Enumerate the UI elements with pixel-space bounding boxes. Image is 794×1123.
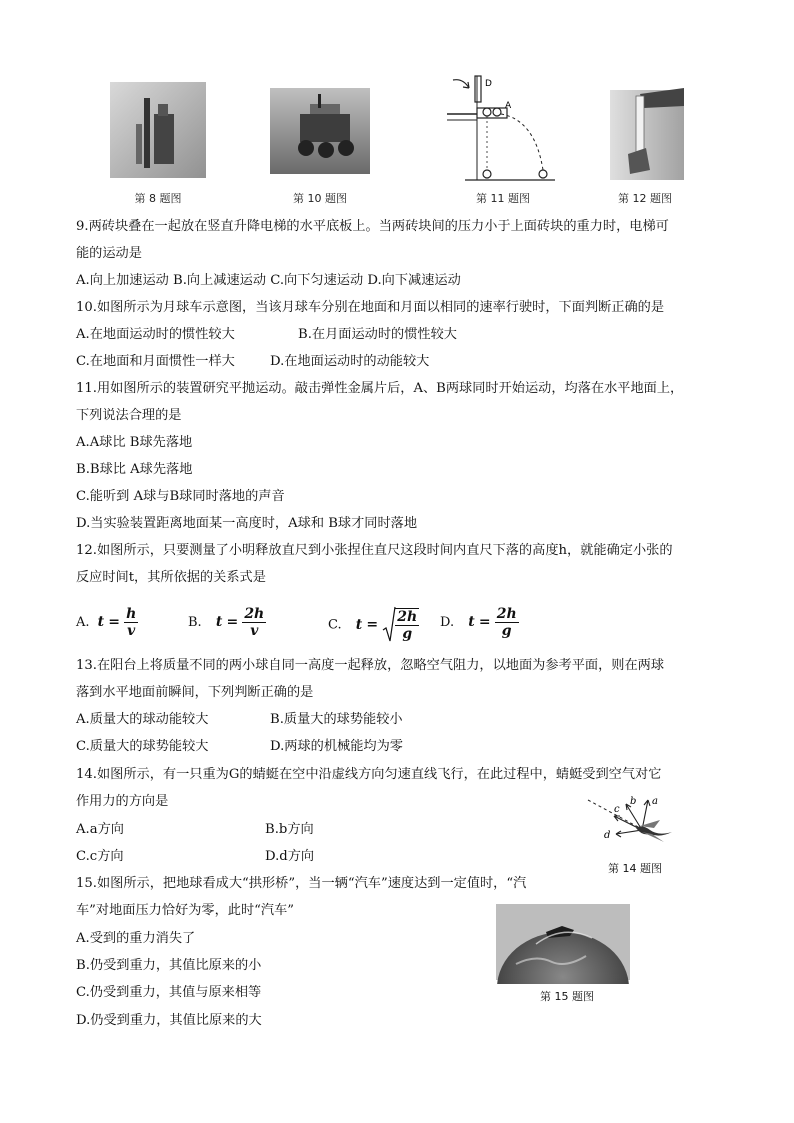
q12-c-t: t bbox=[355, 616, 363, 633]
q12-option-a-label: A. bbox=[76, 615, 90, 630]
q12-d-denominator: g bbox=[501, 623, 512, 639]
q15-option-d: D.仍受到重力，其值比原来的大 bbox=[76, 1013, 262, 1028]
q12-option-c-label: C. bbox=[328, 617, 342, 633]
q15-option-c: C.仍受到重力，其值与原来相等 bbox=[76, 985, 262, 1000]
q12-option-c bbox=[328, 606, 419, 644]
earth-arch-bridge-photo bbox=[496, 904, 630, 984]
ruler-drop-photo bbox=[600, 74, 690, 184]
q12-a-equals: = bbox=[108, 614, 121, 630]
q12-option-b bbox=[188, 606, 266, 639]
figure-strip bbox=[0, 74, 794, 214]
label-b-dir: b bbox=[630, 796, 637, 807]
q10-option-c: C.在地面和月面惯性一样大 bbox=[76, 354, 235, 369]
label-a-dir: a bbox=[652, 796, 658, 807]
figure-15 bbox=[496, 904, 630, 1004]
q12-b-fraction bbox=[242, 606, 266, 639]
q12-a-denominator: v bbox=[127, 623, 136, 639]
q12-b-denominator: v bbox=[250, 623, 259, 639]
q13-option-a: A.质量大的球动能较大 bbox=[76, 712, 209, 727]
q13-stem-line1: 13.在阳台上将质量不同的两小球自同一高度一起释放，忽略空气阻力，以地面为参考平面，则在两球 bbox=[76, 658, 665, 673]
dragonfly-force-diagram bbox=[580, 790, 690, 860]
q13-option-b: B.质量大的球势能较小 bbox=[270, 712, 403, 727]
q10-option-b: B.在月面运动时的惯性较大 bbox=[298, 327, 457, 342]
q12-b-equals: = bbox=[226, 614, 239, 630]
q12-option-b-label: B. bbox=[188, 615, 202, 630]
figure-14 bbox=[580, 790, 690, 880]
q12-d-fraction bbox=[495, 606, 519, 639]
label-d-dir: d bbox=[604, 830, 611, 841]
q15-stem-line1: 15.如图所示，把地球看成大“拱形桥”，当一辆“汽车”速度达到一定值时，“汽 bbox=[76, 876, 527, 891]
figure-15-caption: 第 15 题图 bbox=[540, 990, 594, 1003]
figure-11 bbox=[445, 74, 561, 205]
q12-c-denominator: g bbox=[402, 626, 413, 642]
q11-option-b: B.B球比 A球先落地 bbox=[76, 462, 193, 477]
q14-option-a: A.a方向 bbox=[76, 822, 124, 837]
label-d: D bbox=[485, 79, 492, 89]
q12-a-numerator: h bbox=[126, 606, 137, 622]
q12-option-d bbox=[440, 606, 519, 639]
label-a: A bbox=[505, 101, 512, 111]
q12-b-t: t bbox=[215, 614, 223, 630]
q9-stem-line1: 9.两砖块叠在一起放在竖直升降电梯的水平底板上。当两砖块间的压力小于上面砖块的重力时，电梯可 bbox=[76, 219, 669, 234]
q12-a-t: t bbox=[97, 614, 105, 630]
q11-option-a: A.A球比 B球先落地 bbox=[76, 435, 193, 450]
figure-12 bbox=[600, 74, 690, 205]
q13-option-d: D.两球的机械能均为零 bbox=[270, 739, 403, 754]
q12-d-t: t bbox=[468, 614, 475, 630]
q10-stem: 10.如图所示为月球车示意图，当该月球车分别在地面和月面以相同的速率行驶时，下面判断正确的是 bbox=[76, 300, 665, 315]
q12-a-fraction bbox=[124, 606, 138, 639]
q12-c-numerator: 2h bbox=[397, 609, 418, 625]
q15-option-a: A.受到的重力消失了 bbox=[76, 931, 196, 946]
figure-12-caption: 第 12 题图 bbox=[618, 192, 672, 205]
q11-stem-line2: 下列说法合理的是 bbox=[76, 408, 182, 423]
q11-option-d: D.当实验装置距离地面某一高度时，A球和 B球才同时落地 bbox=[76, 516, 418, 531]
figure-10-caption: 第 10 题图 bbox=[293, 192, 347, 205]
q11-option-c: C.能听到 A球与B球同时落地的声音 bbox=[76, 489, 285, 504]
q15-stem-line2: 车”对地面压力恰好为零，此时“汽车” bbox=[76, 903, 295, 918]
figure-11-caption: 第 11 题图 bbox=[476, 192, 530, 205]
q14-option-b: B.b方向 bbox=[265, 822, 314, 837]
q12-c-equals: = bbox=[366, 616, 379, 633]
q12-stem-line2: 反应时间t，其所依据的关系式是 bbox=[76, 570, 266, 585]
q12-d-numerator: 2h bbox=[496, 606, 517, 622]
figure-10 bbox=[270, 74, 370, 205]
q12-option-d-label: D. bbox=[440, 615, 455, 630]
q12-d-equals: = bbox=[478, 614, 491, 630]
q14-option-d: D.d方向 bbox=[265, 849, 315, 864]
projectile-apparatus-diagram bbox=[445, 74, 561, 184]
q11-stem-line1: 11.用如图所示的装置研究平抛运动。敲击弹性金属片后，A、B两球同时开始运动，均落在水平地面上， bbox=[76, 381, 684, 396]
q14-stem-line2: 作用力的方向是 bbox=[76, 794, 169, 809]
q14-stem-line1: 14.如图所示，有一只重为G的蜻蜓在空中沿虚线方向匀速直线飞行，在此过程中，蜻蜓受到空气对它 bbox=[76, 767, 662, 782]
figure-8 bbox=[110, 74, 206, 205]
q9-stem-line2: 能的运动是 bbox=[76, 246, 142, 261]
sqrt-icon bbox=[382, 606, 396, 644]
q10-option-a: A.在地面运动时的惯性较大 bbox=[76, 327, 235, 342]
figure-8-caption: 第 8 题图 bbox=[134, 192, 182, 205]
q9-options: A.向上加速运动 B.向上减速运动 C.向下匀速运动 D.向下减速运动 bbox=[76, 273, 461, 288]
q12-c-fraction bbox=[395, 608, 419, 642]
moon-rover-photo bbox=[270, 74, 370, 184]
q15-option-b: B.仍受到重力，其值比原来的小 bbox=[76, 958, 262, 973]
q14-option-c: C.c方向 bbox=[76, 849, 124, 864]
label-c-dir: c bbox=[614, 804, 620, 815]
figure-14-caption: 第 14 题图 bbox=[608, 862, 662, 875]
q13-stem-line2: 落到水平地面前瞬间，下列判断正确的是 bbox=[76, 685, 314, 700]
q13-option-c: C.质量大的球势能较大 bbox=[76, 739, 209, 754]
q12-stem-line1: 12.如图所示，只要测量了小明释放直尺到小张捏住直尺这段时间内直尺下落的高度h，就能确定小张的 bbox=[76, 543, 673, 558]
q12-option-a bbox=[76, 606, 138, 639]
q10-option-d: D.在地面运动时的动能较大 bbox=[270, 354, 430, 369]
q12-b-numerator: 2h bbox=[244, 606, 265, 622]
figure-8-photo bbox=[110, 74, 206, 184]
